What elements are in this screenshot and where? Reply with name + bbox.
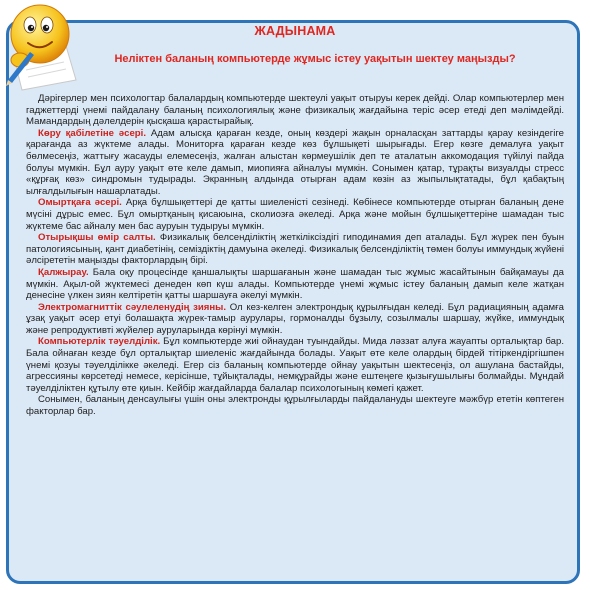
section-heading: Омыртқаға әсері. xyxy=(38,197,122,209)
section-heading: Компьютерлік тәуелділік. xyxy=(38,336,161,348)
paragraph-text: Бала оқу процесінде қаншалықты шаршағанын және шамадан тыс жұмыс жасайтынын байқамауы да мүмкін. Ақыл-ой жүктемесі денеден көп күш алады. Компьютерде үнемі жұмыс істеу баланың дамып келе жатқан денесіне үлкен зиян келтіретін қатты шаршауға әкелуі мүмкін. xyxy=(26,266,564,302)
conclusion-paragraph xyxy=(26,394,564,417)
fatigue-paragraph xyxy=(26,267,564,302)
section-heading: Көру қабілетіне әсері. xyxy=(38,127,147,139)
paragraph-text: Бұл компьютерде жиі ойнаудан туындайды. Мида ләззат алуға жауапты орталықтар бар. Бала ойнаған кезде бұл орталықтар шиеленіс жағдайында болады. Уақыт өте келе олардың бірдей тітіркендіргішпен үнемі қозуы тәуелділікке әкеледі. Егер сіз баланың компьютерде ойнау уақытын шектесеңіз, ол ашулана бастайды, агрессияны көрсетеді немесе, керісінше, тұйықталады, немқұрайды және ештеңеге қызығушылығы болмайды. Мұндай тәуелділіктен құтылу өте қиын. Кейбір жағдайларда балалар психологының көмегі қажет. xyxy=(26,336,564,394)
sedentary-paragraph xyxy=(26,232,564,267)
page-subtitle: Неліктен баланың компьютерде жұмыс істеу уақытын шектеу маңызды? xyxy=(114,53,516,65)
paragraph-text: Арқа бұлшықеттері де қатты шиеленісті сезінеді. Көбінесе компьютерде отырған баланың дене мүсіні дұрыс емес. Бұл омыртқаның қисаюына, сколиозға әкеледі. Арқа және мойын бұлшықеттеріне шамадан тыс жүктеме бас айналу мен бас ауруын тудыруы мүмкін. xyxy=(26,197,564,232)
page-title: ЖАДЫНАМА xyxy=(254,24,336,38)
paragraph-text: Физикалық белсенділіктің жеткіліксіздігі гиподинамия деп аталады. Бұл жүрек пен буын патологиясының, қант диабетінің, семіздіктің дамуына әкеледі. Физикалық белсенділіктің төмен болуы иммундық жүйені әлсірететін маңызды факторлардың бірі. xyxy=(26,232,564,267)
memo-body xyxy=(26,93,564,418)
paragraph-text: Адам алысқа қараған кезде, оның көздері жақын орналасқан заттарды қарау кезіндегіге қарағанда аз жүктеме алады. Мониторға қараған кезде көз бұлшықеті шырығады. Егер көзге демалуға уақыт бөлмесеңіз, жаттығу жасауды елемесеңіз, жалған алыстан көрмеушілік деп те аталатын аккомодация түйілуі пайда болуы мүмкін. Бұл ауру уақыт өте келе дамып, миопияға айналуы мүмкін. Сонымен қатар, тұрақты визуалды стресс «құрғақ көз» синдромын тудырады. Экранның алдында отырған адам көзін аз жыпылықтатады, бұл қабақтың ылғалдылығын нашарлатады. xyxy=(26,127,565,197)
vision-paragraph xyxy=(26,128,564,198)
addiction-paragraph xyxy=(26,336,564,394)
section-heading: Электромагниттік сәулеленудің зияны. xyxy=(38,301,227,313)
smiley-writer-icon xyxy=(0,0,82,92)
paragraph-text: Сонымен, баланың денсаулығы үшін оны электронды құрылғыларды пайдалануды шектеуге мәжбүр ететін көптеген факторлар бар. xyxy=(26,394,564,418)
intro-paragraph xyxy=(26,93,564,128)
paragraph-text: Дәрігерлер мен психологтар балалардың компьютерде шектеулі уақыт отыруы керек дейді. Олар компьютерлер мен гаджеттерді үнемі пайдалану баланың психологиялық және физикалық жағдайына теріс әсер етеді деп мәлімдейді. Мамандардың дәлелдерін қысқаша қарастырайық. xyxy=(26,93,564,128)
radiation-paragraph xyxy=(26,302,564,337)
section-heading: Отырықшы өмір салты. xyxy=(38,232,156,244)
spine-paragraph xyxy=(26,197,564,232)
paragraph-text: Ол кез-келген электрондық құрылғыдан келеді. Бұл радиацияның адамға ұзақ уақыт әсер етуі болашақта жүрек-тамыр аурулары, гормоналды бұзылу, созылмалы шаршау, жүйке, иммундық және репродуктивті жүйелер ауруларында көрінуі мүмкін. xyxy=(26,301,564,336)
section-heading: Қалжырау. xyxy=(38,266,89,278)
